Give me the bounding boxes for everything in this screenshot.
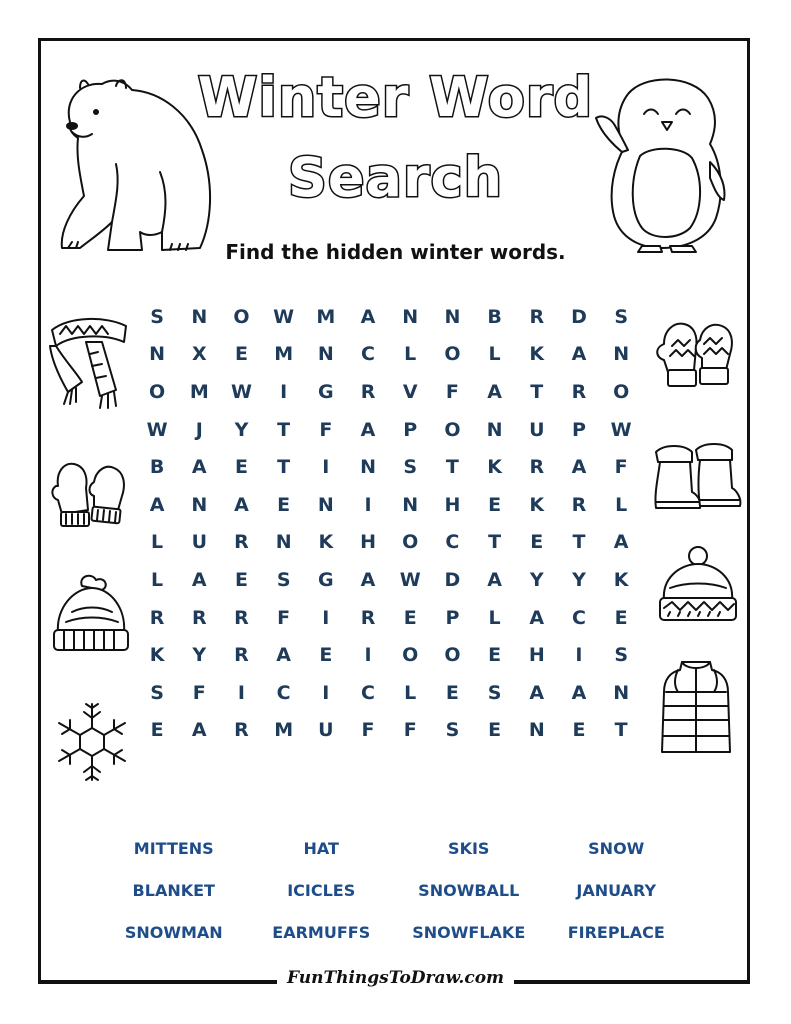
word-bank	[100, 830, 690, 956]
letter-grid	[136, 298, 642, 749]
grid-letter: E	[488, 493, 502, 516]
grid-letter: A	[276, 644, 292, 667]
word-bank-item: ICICLES	[287, 881, 356, 900]
grid-letter: I	[322, 456, 330, 479]
grid-letter: R	[360, 380, 376, 403]
word-bank-item: BLANKET	[132, 881, 215, 900]
grid-letter: R	[571, 380, 587, 403]
grid-letter: R	[571, 493, 587, 516]
grid-letter: R	[191, 606, 207, 629]
grid-letter: P	[403, 418, 418, 441]
grid-letter: T	[572, 531, 586, 554]
grid-letter: L	[615, 493, 628, 516]
grid-letter: U	[529, 418, 545, 441]
grid-letter: O	[444, 644, 461, 667]
grid-letter: R	[529, 456, 545, 479]
grid-letter: A	[487, 380, 502, 403]
grid-letter: A	[613, 531, 629, 554]
grid-letter: K	[613, 568, 629, 591]
grid-letter: F	[319, 418, 333, 441]
instructions: Find the hidden winter words.	[225, 240, 566, 264]
grid-letter: T	[614, 719, 628, 742]
grid-letter: A	[360, 305, 376, 328]
grid-letter: L	[488, 343, 501, 366]
grid-letter: N	[528, 719, 545, 742]
snowflake-icon	[50, 700, 134, 784]
grid-letter: L	[151, 531, 164, 554]
grid-letter: I	[364, 644, 372, 667]
grid-letter: S	[150, 681, 164, 704]
word-bank-item: MITTENS	[133, 839, 214, 858]
grid-letter: F	[614, 456, 628, 479]
grid-letter: R	[234, 606, 249, 629]
grid-letter: Y	[572, 568, 586, 591]
grid-letter: W	[399, 568, 421, 591]
grid-letter: N	[613, 343, 630, 366]
grid-letter: P	[572, 418, 586, 441]
grid-letter: T	[277, 418, 291, 441]
grid-letter: E	[572, 719, 586, 742]
grid-letter: T	[445, 456, 459, 479]
grid-letter: A	[360, 568, 376, 591]
mittens-icon	[650, 318, 742, 398]
grid-letter: A	[571, 343, 587, 366]
grid-letter: W	[610, 418, 632, 441]
grid-letter: C	[445, 531, 460, 554]
grid-letter: O	[402, 531, 419, 554]
grid-letter: G	[318, 568, 334, 591]
grid-letter: T	[277, 456, 291, 479]
grid-letter: A	[571, 681, 587, 704]
grid-letter: E	[530, 531, 544, 554]
grid-letter: O	[444, 343, 461, 366]
penguin-icon	[592, 70, 737, 255]
grid-letter: T	[530, 380, 544, 403]
grid-letter: S	[150, 305, 164, 328]
grid-letter: T	[488, 531, 502, 554]
word-bank-item: SNOWMAN	[124, 923, 223, 942]
grid-letter: U	[191, 531, 207, 554]
grid-letter: E	[403, 606, 417, 629]
grid-letter: N	[613, 681, 630, 704]
grid-letter: S	[445, 719, 460, 742]
grid-letter: S	[403, 456, 418, 479]
grid-letter: H	[360, 531, 376, 554]
word-bank-item: SNOW	[588, 839, 645, 858]
grid-letter: O	[613, 380, 630, 403]
grid-letter: C	[361, 681, 375, 704]
grid-letter: I	[364, 493, 372, 516]
grid-letter: R	[529, 305, 545, 328]
word-bank-item: SKIS	[448, 839, 490, 858]
grid-letter: E	[150, 719, 164, 742]
word-bank-item: HAT	[303, 839, 339, 858]
grid-letter: I	[322, 681, 330, 704]
grid-letter: K	[149, 644, 165, 667]
beanie-hat-icon	[654, 544, 740, 630]
grid-letter: N	[191, 493, 208, 516]
grid-letter: M	[316, 305, 336, 328]
grid-letter: O	[233, 305, 250, 328]
grid-letter: E	[445, 681, 459, 704]
grid-letter: Y	[529, 568, 544, 591]
grid-letter: O	[149, 380, 166, 403]
grid-letter: E	[234, 343, 248, 366]
grid-letter: D	[444, 568, 461, 591]
grid-letter: N	[191, 305, 208, 328]
grid-letter: U	[318, 719, 334, 742]
grid-letter: K	[318, 531, 334, 554]
grid-letter: G	[318, 380, 334, 403]
grid-letter: V	[402, 380, 418, 403]
grid-letter: A	[571, 456, 587, 479]
grid-letter: L	[151, 568, 164, 591]
grid-letter: B	[487, 305, 502, 328]
grid-letter: E	[488, 644, 502, 667]
title-line-2: Search	[287, 146, 504, 209]
grid-letter: K	[487, 456, 502, 479]
grid-letter: E	[614, 606, 628, 629]
grid-letter: R	[234, 719, 249, 742]
grid-letter: I	[322, 606, 330, 629]
grid-letter: R	[234, 531, 249, 554]
beanie-hat-icon	[48, 572, 132, 662]
grid-letter: S	[487, 681, 502, 704]
grid-letter: R	[234, 644, 249, 667]
grid-letter: K	[529, 493, 545, 516]
grid-letter: J	[195, 418, 203, 441]
grid-letter: R	[149, 606, 165, 629]
grid-letter: Y	[192, 644, 207, 667]
boots-icon	[650, 442, 742, 518]
grid-letter: W	[230, 380, 252, 403]
grid-letter: P	[445, 606, 460, 629]
grid-letter: A	[191, 568, 207, 591]
grid-letter: H	[528, 644, 545, 667]
grid-letter: K	[529, 343, 545, 366]
word-bank-item: SNOWBALL	[418, 881, 520, 900]
grid-letter: A	[234, 493, 249, 516]
word-bank-item: JANUARY	[576, 881, 657, 900]
grid-letter: F	[192, 681, 206, 704]
grid-letter: A	[191, 719, 207, 742]
grid-letter: A	[360, 418, 376, 441]
grid-letter: A	[149, 493, 165, 516]
grid-letter: N	[317, 343, 334, 366]
grid-letter: S	[614, 305, 628, 328]
grid-letter: Y	[234, 418, 249, 441]
grid-letter: M	[274, 719, 294, 742]
grid-letter: C	[276, 681, 291, 704]
footer-brand	[0, 968, 791, 988]
grid-letter: O	[444, 418, 461, 441]
grid-letter: N	[275, 531, 292, 554]
grid-letter: N	[444, 305, 461, 328]
grid-letter: D	[571, 305, 587, 328]
grid-letter: C	[361, 343, 375, 366]
polar-bear-icon	[50, 72, 218, 260]
puffer-vest-icon	[656, 656, 736, 760]
grid-letter: S	[614, 644, 628, 667]
grid-letter: A	[529, 681, 545, 704]
grid-letter: I	[280, 380, 288, 403]
grid-letter: A	[529, 606, 545, 629]
grid-letter: F	[277, 606, 291, 629]
grid-letter: N	[317, 493, 334, 516]
grid-letter: N	[402, 305, 419, 328]
grid-letter: E	[488, 719, 502, 742]
grid-letter: S	[276, 568, 291, 591]
grid-letter: I	[237, 681, 245, 704]
grid-letter: N	[149, 343, 166, 366]
grid-letter: E	[319, 644, 333, 667]
grid-letter: F	[445, 380, 459, 403]
word-bank-item: FIREPLACE	[567, 923, 665, 942]
scarf-icon	[46, 312, 136, 412]
grid-letter: E	[277, 493, 291, 516]
grid-letter: E	[234, 456, 248, 479]
grid-letter: X	[191, 343, 207, 366]
grid-letter: L	[488, 606, 501, 629]
grid-letter: N	[360, 456, 376, 479]
title-line-1: Winter Word	[197, 66, 594, 129]
grid-letter: M	[274, 343, 294, 366]
footer-brand-text: FunThingsToDraw.com	[277, 968, 514, 988]
word-bank-item: EARMUFFS	[272, 923, 371, 942]
grid-letter: I	[575, 644, 583, 667]
grid-letter: L	[404, 343, 417, 366]
grid-letter: A	[487, 568, 502, 591]
mittens-icon	[48, 456, 134, 540]
grid-letter: H	[444, 493, 461, 516]
grid-letter: L	[404, 681, 417, 704]
grid-letter: C	[571, 606, 586, 629]
grid-letter: F	[361, 719, 375, 742]
word-bank-item: SNOWFLAKE	[412, 923, 526, 942]
grid-letter: O	[402, 644, 419, 667]
grid-letter: W	[146, 418, 168, 441]
grid-letter: B	[149, 456, 165, 479]
grid-letter: A	[191, 456, 207, 479]
grid-letter: R	[360, 606, 376, 629]
grid-letter: N	[402, 493, 419, 516]
grid-letter: W	[273, 305, 295, 328]
grid-letter: M	[189, 380, 209, 403]
grid-letter: F	[403, 719, 417, 742]
grid-letter: E	[234, 568, 248, 591]
grid-letter: N	[486, 418, 503, 441]
